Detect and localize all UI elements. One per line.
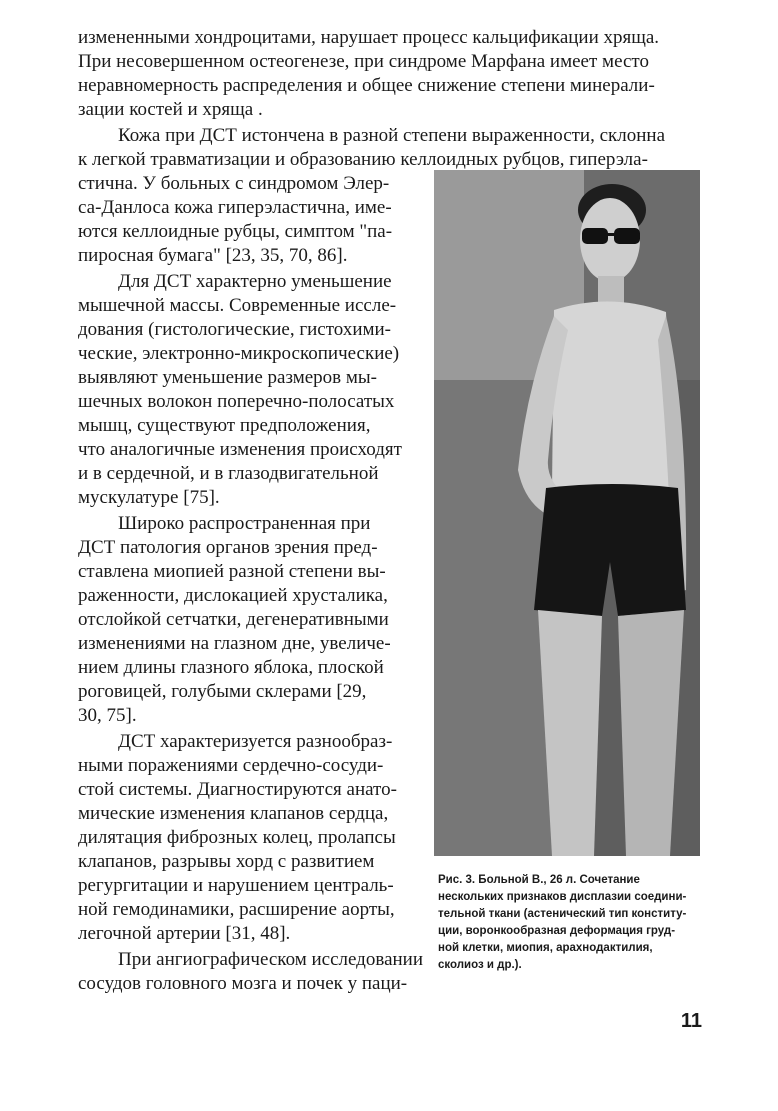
text-line: роговицей, голубыми склерами [29, (78, 681, 367, 702)
text-line: неравномерность распределения и общее снижение степени минерали- (78, 75, 655, 96)
text-line: к легкой травматизации и образованию келлоидных рубцов, гиперэла- (78, 149, 648, 170)
text-line: При несовершенном остеогенезе, при синдроме Марфана имеет место (78, 51, 649, 72)
text-line: нием длины глазного яблока, плоской (78, 657, 384, 678)
text-line: ными поражениями сердечно-сосуди- (78, 755, 384, 776)
text-line: ДСТ патология органов зрения пред- (78, 537, 378, 558)
text-line: измененными хондроцитами, нарушает процесс кальцификации хряща. (78, 27, 660, 48)
text-line: и в сердечной, и в глазодвигательной (78, 463, 379, 484)
page-number: 11 (680, 1010, 702, 1032)
text-line: ДСТ характеризуется разнообраз- (118, 731, 393, 752)
patient-figure-illustration (434, 170, 700, 856)
text-line: регургитации и нарушением централь- (78, 875, 394, 896)
text-line: мускулатуре [75]. (78, 487, 220, 508)
text-line: Широко распространенная при (118, 513, 371, 534)
text-line: что аналогичные изменения происходят (78, 439, 402, 460)
text-line: мышечной массы. Современные иссле- (78, 295, 397, 316)
text-line: легочной артерии [31, 48]. (78, 923, 291, 944)
text-line: дования (гистологические, гистохими- (78, 319, 391, 340)
text-line: зации костей и хряща . (78, 99, 263, 120)
text-line: ставлена миопией разной степени вы- (78, 561, 386, 582)
text-line: При ангиографическом исследовании (118, 949, 424, 970)
text-line: Для ДСТ характерно уменьшение (118, 271, 392, 292)
figure-caption-line: ной клетки, миопия, арахнодактилия, (438, 942, 653, 954)
text-line: ческие, электронно-микроскопические) (78, 343, 400, 364)
text-line: са-Данлоса кожа гиперэластична, име- (78, 197, 392, 218)
text-line: мические изменения клапанов сердца, (78, 803, 389, 824)
figure-caption-line: ции, воронкообразная деформация груд- (438, 925, 676, 937)
figure-caption-line: тельной ткани (астенический тип конститу- (438, 908, 687, 920)
text-line: стой системы. Диагностируются анато- (78, 779, 397, 800)
patient-photo (434, 170, 700, 856)
text-line: 30, 75]. (78, 705, 137, 726)
text-line: шечных волокон поперечно-полосатых (78, 391, 395, 412)
text-line: ной гемодинамики, расширение аорты, (78, 899, 395, 920)
text-line: раженности, дислокацией хрусталика, (78, 585, 388, 606)
text-line: клапанов, разрывы хорд с развитием (78, 851, 375, 872)
text-line: ются келлоидные рубцы, симптом "па- (78, 221, 393, 242)
text-line: мышц, существуют предположения, (78, 415, 371, 436)
figure-caption-line: Рис. 3. Больной В., 26 л. Сочетание (438, 874, 640, 886)
figure-caption-line: сколиоз и др.). (438, 959, 522, 971)
text-line: дилятация фиброзных колец, пролапсы (78, 827, 396, 848)
text-line: Кожа при ДСТ истончена в разной степени выраженности, склонна (118, 125, 666, 146)
text-line: отслойкой сетчатки, дегенеративными (78, 609, 389, 630)
text-line: стична. У больных с синдромом Элер- (78, 173, 390, 194)
text-line: изменениями на глазном дне, увеличе- (78, 633, 391, 654)
text-line: пиросная бумага" [23, 35, 70, 86]. (78, 245, 348, 266)
text-line: сосудов головного мозга и почек у паци- (78, 973, 408, 994)
figure-caption-line: нескольких признаков дисплазии соедини- (438, 891, 687, 903)
text-line: выявляют уменьшение размеров мы- (78, 367, 377, 388)
